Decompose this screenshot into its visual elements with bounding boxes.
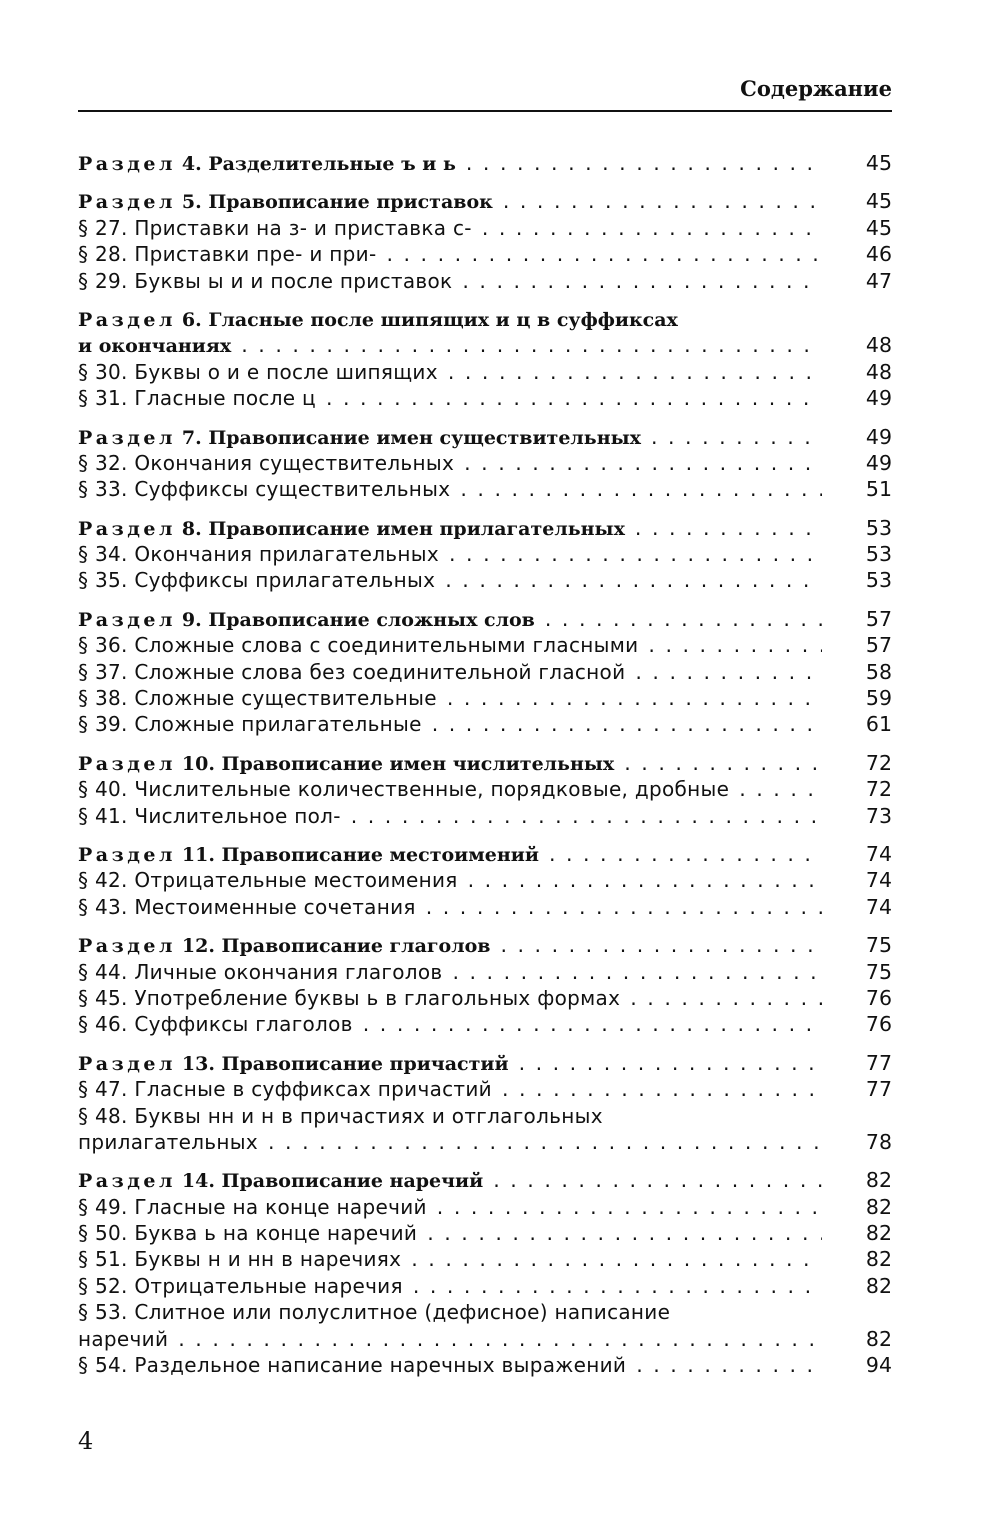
toc-item-text: § 54. Раздельное написание наречных выражений (78, 1353, 630, 1377)
toc-heading (78, 1050, 892, 1076)
toc-item-text: § 40. Числительные количественные, порядковые, дробные (78, 777, 733, 801)
page-ref: 51 (852, 476, 892, 502)
section-title: 9. Правописание сложных слов (181, 608, 535, 631)
section-title: 7. Правописание имен существительных (181, 426, 641, 449)
section-label: Раздел (78, 517, 176, 540)
toc-section (78, 1050, 892, 1156)
page-ref: 82 (852, 1326, 892, 1352)
toc-item-text: § 46. Суффиксы глаголов (78, 1012, 357, 1036)
page-ref: 76 (852, 1011, 892, 1037)
toc-item-text: § 30. Буквы о и е после шипящих (78, 360, 442, 384)
page-ref: 72 (852, 750, 892, 776)
toc-item-text: § 37. Сложные слова без соединительной гласной (78, 660, 629, 684)
toc-item-text: § 49. Гласные на конце наречий (78, 1195, 431, 1219)
section-title: 4. Разделительные ъ и ь (181, 153, 456, 175)
page-ref: 53 (852, 567, 892, 593)
page-ref: 49 (852, 450, 892, 476)
page-ref: 94 (852, 1352, 892, 1378)
page-ref: 49 (852, 424, 892, 450)
section-title: 11. Правописание местоимений (181, 843, 539, 866)
page-ref: 45 (852, 150, 892, 176)
toc-section (78, 750, 892, 829)
page-ref: 48 (852, 332, 892, 358)
page-ref: 45 (852, 188, 892, 214)
toc-item (78, 959, 892, 985)
page-ref: 76 (852, 985, 892, 1011)
toc-item (78, 985, 892, 1011)
toc-heading (78, 515, 892, 541)
page-ref: 74 (852, 894, 892, 920)
toc-item-text: § 48. Буквы нн и н в причастиях и отглагольных (78, 1104, 607, 1128)
page-ref: 61 (852, 711, 892, 737)
section-label: Раздел (78, 191, 176, 214)
page-ref: 73 (852, 803, 892, 829)
page-ref: 47 (852, 268, 892, 294)
page-ref: 82 (852, 1194, 892, 1220)
toc-item-text: § 41. Числительное пол- (78, 804, 345, 828)
toc-item-text: § 43. Местоименные сочетания (78, 895, 420, 919)
toc-item (78, 241, 892, 267)
toc-item (78, 359, 892, 385)
section-label: Раздел (78, 1170, 176, 1193)
toc-item (78, 1194, 892, 1220)
toc-item (78, 803, 892, 829)
section-label: Раздел (78, 153, 176, 175)
toc-item-text: § 44. Личные окончания глаголов (78, 960, 446, 984)
toc-item (78, 1246, 892, 1272)
toc-heading (78, 188, 892, 214)
toc-item-text-continued: прилагательных (78, 1130, 262, 1154)
toc-item (78, 541, 892, 567)
toc-item (78, 1273, 892, 1299)
toc-item (78, 385, 892, 411)
section-label: Раздел (78, 843, 176, 866)
toc-section (78, 841, 892, 920)
toc-item (78, 567, 892, 593)
toc-item-text-continued: наречий (78, 1327, 172, 1351)
section-label: Раздел (78, 426, 176, 449)
toc-item-text: § 53. Слитное или полуслитное (дефисное) написание (78, 1300, 674, 1324)
page-ref: 59 (852, 685, 892, 711)
toc-item (78, 867, 892, 893)
toc-item (78, 1103, 892, 1129)
page-ref: 45 (852, 215, 892, 241)
toc-item-text: § 33. Суффиксы существительных (78, 477, 454, 501)
page-ref: 46 (852, 241, 892, 267)
toc-item (78, 1352, 892, 1378)
toc-heading (78, 932, 892, 958)
page-ref: 82 (852, 1246, 892, 1272)
page-number: 4 (78, 1427, 94, 1455)
toc-item (78, 1076, 892, 1102)
toc-heading (78, 424, 892, 450)
toc-item (78, 659, 892, 685)
toc-item (78, 894, 892, 920)
toc-heading (78, 750, 892, 776)
page-ref: 82 (852, 1220, 892, 1246)
toc-heading (78, 306, 892, 332)
toc-item-text: § 27. Приставки на з- и приставка с- (78, 216, 476, 240)
toc-item-text: § 29. Буквы ы и и после приставок (78, 269, 456, 293)
page-ref: 82 (852, 1167, 892, 1193)
page-ref: 53 (852, 515, 892, 541)
toc-item (78, 1299, 892, 1325)
toc-heading (78, 606, 892, 632)
page-ref: 78 (852, 1129, 892, 1155)
toc-item (78, 711, 892, 737)
toc-item-text: § 39. Сложные прилагательные (78, 712, 426, 736)
page-ref: 74 (852, 867, 892, 893)
running-title: Содержание (740, 76, 892, 101)
section-title: 5. Правописание приставок (181, 191, 493, 214)
toc-item (78, 476, 892, 502)
toc-section (78, 932, 892, 1038)
toc-item-text: § 38. Сложные существительные (78, 686, 441, 710)
page-ref: 74 (852, 841, 892, 867)
toc-item (78, 450, 892, 476)
page-ref: 49 (852, 385, 892, 411)
section-label: Раздел (78, 608, 176, 631)
toc-item-text: § 28. Приставки пре- и при- (78, 242, 380, 266)
toc-section (78, 306, 892, 412)
section-title: 13. Правописание причастий (181, 1052, 509, 1075)
toc-item (78, 268, 892, 294)
section-title-continued: и окончаниях (78, 335, 235, 357)
page-ref: 48 (852, 359, 892, 385)
section-title: 10. Правописание имен числительных (181, 752, 615, 775)
toc-heading (78, 841, 892, 867)
page-ref: 75 (852, 959, 892, 985)
toc-section (78, 1167, 892, 1378)
page-ref: 77 (852, 1050, 892, 1076)
toc-item (78, 685, 892, 711)
toc-heading (78, 150, 892, 176)
section-label: Раздел (78, 308, 176, 331)
page-ref: 75 (852, 932, 892, 958)
page-ref: 53 (852, 541, 892, 567)
toc-item-text: § 51. Буквы н и нн в наречиях (78, 1247, 405, 1271)
toc-item (78, 1011, 892, 1037)
toc-item-continued (78, 1129, 892, 1155)
toc-item-text: § 42. Отрицательные местоимения (78, 868, 462, 892)
section-label: Раздел (78, 935, 176, 958)
toc-item (78, 776, 892, 802)
toc-item-text: § 36. Сложные слова с соединительными гласными (78, 633, 642, 657)
section-title: 12. Правописание глаголов (181, 935, 491, 958)
toc-section (78, 424, 892, 503)
toc-heading-continued (78, 332, 892, 358)
table-of-contents (78, 150, 892, 1390)
toc-item-text: § 50. Буква ь на конце наречий (78, 1221, 421, 1245)
toc-section (78, 606, 892, 738)
toc-section (78, 188, 892, 294)
toc-item-text: § 31. Гласные после ц (78, 386, 320, 410)
toc-item-text: § 47. Гласные в суффиксах причастий (78, 1077, 496, 1101)
page-ref: 77 (852, 1076, 892, 1102)
page-ref: 72 (852, 776, 892, 802)
page-header (78, 70, 892, 112)
page-ref: 58 (852, 659, 892, 685)
toc-section (78, 515, 892, 594)
page-ref: 57 (852, 632, 892, 658)
toc-heading (78, 1167, 892, 1193)
toc-item-text: § 34. Окончания прилагательных (78, 542, 443, 566)
section-title: 14. Правописание наречий (181, 1170, 484, 1193)
toc-item-text: § 32. Окончания существительных (78, 451, 458, 475)
section-label: Раздел (78, 752, 176, 775)
section-label: Раздел (78, 1052, 176, 1075)
page-ref: 82 (852, 1273, 892, 1299)
toc-item-text: § 35. Суффиксы прилагательных (78, 568, 439, 592)
toc-item-continued (78, 1326, 892, 1352)
section-title: 6. Гласные после шипящих и ц в суффиксах (181, 308, 678, 331)
toc-item (78, 215, 892, 241)
page-ref: 57 (852, 606, 892, 632)
section-title: 8. Правописание имен прилагательных (181, 517, 625, 540)
toc-item-text: § 52. Отрицательные наречия (78, 1274, 407, 1298)
toc-item (78, 632, 892, 658)
toc-item (78, 1220, 892, 1246)
toc-section (78, 150, 892, 176)
toc-item-text: § 45. Употребление буквы ь в глагольных формах (78, 986, 624, 1010)
